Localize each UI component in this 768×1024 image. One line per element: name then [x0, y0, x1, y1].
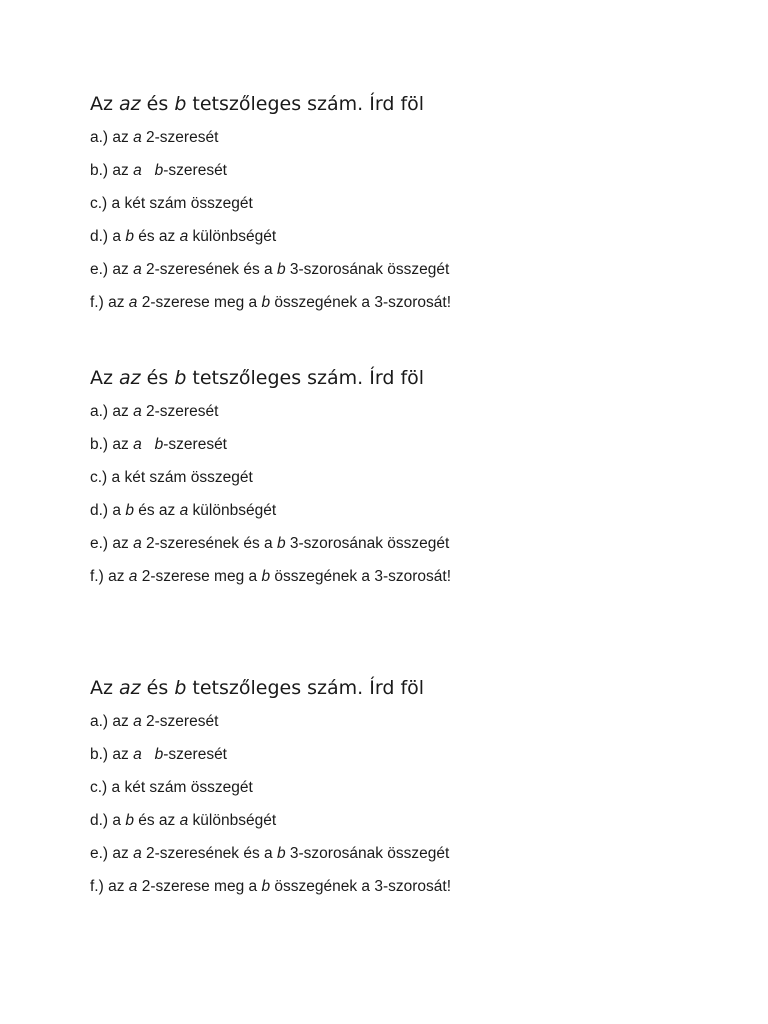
exercise-heading	[90, 365, 690, 391]
task-item-c: c.) a két szám összegét	[90, 195, 253, 212]
task-item-e: e.) az a 2-szeresének és a b 3-szorosának összegét	[90, 535, 450, 552]
heading-text: Az	[90, 93, 120, 115]
task-item-a: a.) az a 2-szeresét	[90, 403, 219, 420]
task-item-b: b.) az a b-szeresét	[90, 746, 227, 763]
heading-text: Az	[90, 367, 120, 389]
task-item-f: f.) az a 2-szerese meg a b összegének a 3-szorosát!	[90, 294, 452, 311]
heading-var-b: b	[174, 93, 187, 115]
task-item-e: e.) az a 2-szeresének és a b 3-szorosának összegét	[90, 261, 450, 278]
exercise-heading	[90, 675, 690, 701]
heading-text: és	[140, 93, 175, 115]
heading-text: és	[140, 367, 175, 389]
task-item-a: a.) az a 2-szeresét	[90, 713, 219, 730]
heading-var-b: b	[174, 677, 187, 699]
heading-text: és	[140, 677, 175, 699]
task-item-c: c.) a két szám összegét	[90, 779, 253, 796]
task-item-f: f.) az a 2-szerese meg a b összegének a 3-szorosát!	[90, 568, 452, 585]
exercise-block	[90, 365, 690, 587]
heading-var-b: b	[174, 367, 187, 389]
task-item-c: c.) a két szám összegét	[90, 469, 253, 486]
task-item-d: d.) a b és az a különbségét	[90, 228, 277, 245]
heading-text: tetszőleges szám. Írd föl	[186, 677, 425, 699]
task-item-d: d.) a b és az a különbségét	[90, 502, 277, 519]
heading-var-az: az	[119, 367, 141, 389]
heading-text: tetszőleges szám. Írd föl	[186, 93, 425, 115]
exercise-block	[90, 675, 690, 897]
heading-text: Az	[90, 677, 120, 699]
exercise-block	[90, 91, 690, 313]
task-item-f: f.) az a 2-szerese meg a b összegének a 3-szorosát!	[90, 878, 452, 895]
task-item-d: d.) a b és az a különbségét	[90, 812, 277, 829]
task-item-b: b.) az a b-szeresét	[90, 162, 227, 179]
task-item-b: b.) az a b-szeresét	[90, 436, 227, 453]
task-item-e: e.) az a 2-szeresének és a b 3-szorosának összegét	[90, 845, 450, 862]
exercise-heading	[90, 91, 690, 117]
task-item-a: a.) az a 2-szeresét	[90, 129, 219, 146]
heading-var-az: az	[119, 93, 141, 115]
heading-text: tetszőleges szám. Írd föl	[186, 367, 425, 389]
heading-var-az: az	[119, 677, 141, 699]
